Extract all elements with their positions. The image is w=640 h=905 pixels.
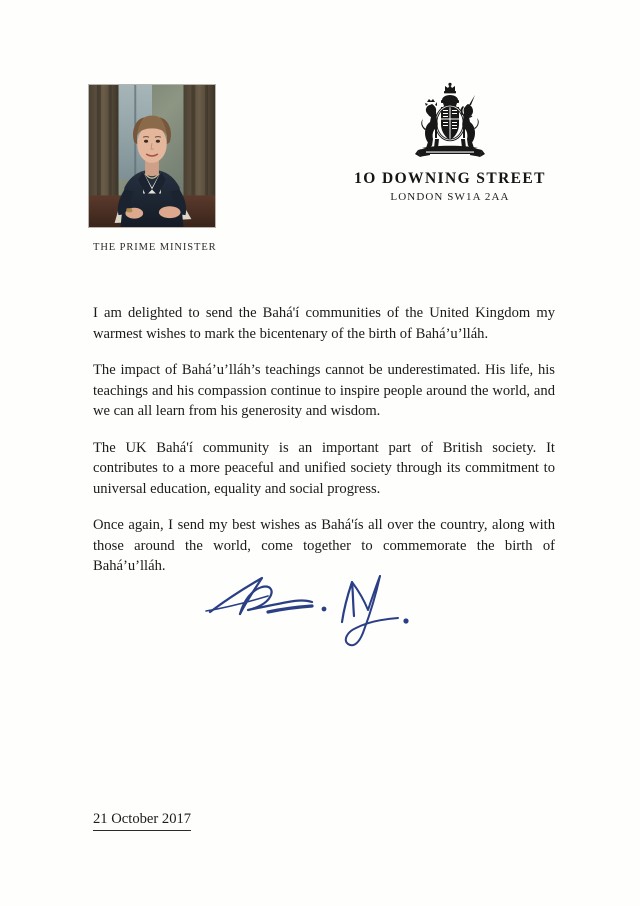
handwritten-signature [196, 556, 426, 656]
letterhead [0, 0, 640, 270]
prime-minister-portrait-photo [88, 84, 216, 228]
portrait-photo-image [89, 85, 215, 227]
royal-coat-of-arms-icon [402, 82, 498, 164]
address-line-2: LONDON SW1A 2AA [390, 191, 510, 203]
letter-date: 21 October 2017 [93, 810, 191, 831]
prime-minister-caption: THE PRIME MINISTER [93, 242, 217, 253]
letter-paragraph-2: The impact of Bahá’u’lláh’s teachings cannot be underestimated. His life, his teachings and his compassion continue to inspire people around the world, and we can all learn from his generosity and wisdom. [93, 362, 555, 419]
letter-body [93, 303, 555, 577]
signature-strokes [196, 556, 426, 656]
letter-paragraph-1: I am delighted to send the Bahá'í communities of the United Kingdom my warmest wishes to mark the bicentenary of the birth of Bahá’u’lláh. [93, 305, 555, 342]
address-block [330, 82, 570, 203]
letter-paragraph-4: Once again, I send my best wishes as Bahá'ís all over the country, along with those around the world, come together to commemorate the birth of Bahá’u’lláh. [93, 517, 555, 574]
address-line-1: 1O DOWNING STREET [354, 170, 546, 187]
letter-paragraph-3: The UK Bahá'í community is an important part of British society. It contributes to a more peaceful and unified society through its commitment to universal education, equality and social progress. [93, 439, 555, 497]
